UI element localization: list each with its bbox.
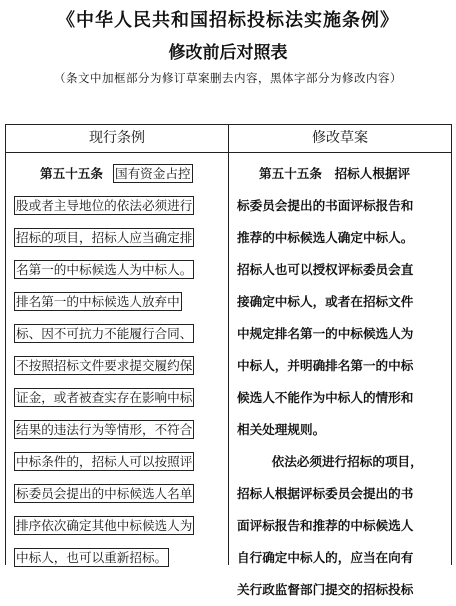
current-line — [6, 446, 228, 478]
draft-line: 面评标报告和推荐的中标候选人 — [237, 518, 414, 533]
deleted-text: 国有资金占控 — [114, 166, 191, 181]
current-column — [6, 125, 229, 565]
document-subtitle: 修改前后对照表 — [168, 43, 288, 63]
current-line — [6, 318, 228, 350]
article-number: 第五十五条 — [40, 166, 103, 181]
draft-line: 关行政监督部门提交的招标投标 — [237, 582, 414, 597]
current-line — [6, 222, 228, 254]
deleted-text: 招标的项目，招标人应当确定排 — [16, 230, 193, 245]
deleted-text: 股或者主导地位的依法必须进行 — [16, 198, 193, 213]
current-line — [6, 542, 228, 574]
current-line — [6, 414, 228, 446]
draft-line: 推荐的中标候选人确定中标人。 — [237, 230, 414, 245]
current-line — [6, 510, 228, 542]
current-column-header: 现行条例 — [6, 125, 228, 153]
draft-line: 相关处理规则。 — [237, 422, 326, 437]
draft-line: 自行确定中标人的，应当在向有 — [237, 550, 414, 565]
deleted-text: 中标人，也可以重新招标。 — [16, 550, 168, 565]
deleted-text: 排名第一的中标候选人放弃中 — [16, 294, 180, 309]
draft-line: 第五十五条 招标人根据评 — [259, 166, 411, 181]
deleted-text: 名第一的中标候选人为中标人。 — [16, 262, 193, 277]
draft-line: 标委员会提出的书面评标报告和 — [237, 198, 414, 213]
current-line — [6, 158, 228, 190]
current-line — [6, 478, 228, 510]
current-text — [6, 158, 228, 574]
current-line — [6, 350, 228, 382]
document-note: （条文中加框部分为修订草案删去内容，黑体字部分为修改内容） — [54, 71, 402, 85]
deleted-text: 标委员会提出的中标候选人名单 — [16, 486, 193, 501]
draft-line: 接确定中标人，或者在招标文件 — [237, 294, 414, 309]
deleted-text: 标、因不可抗力不能履行合同、 — [16, 326, 193, 341]
current-line — [6, 190, 228, 222]
deleted-text: 结果的违法行为等情形，不符合 — [16, 422, 193, 437]
draft-line: 招标人根据评标委员会提出的书 — [237, 486, 414, 501]
comparison-table — [5, 124, 452, 597]
draft-line: 中规定排名第一的中标候选人为 — [237, 326, 414, 341]
deleted-text: 证金，或者被查实存在影响中标 — [16, 390, 193, 405]
current-line — [6, 286, 228, 318]
document-title: 《中华人民共和国招标投标法实施条例》 — [57, 10, 399, 31]
deleted-text: 中标条件的，招标人可以按照评 — [16, 454, 193, 469]
current-line — [6, 254, 228, 286]
draft-line: 中标人，并明确排名第一的中标 — [237, 358, 414, 373]
draft-line: 依法必须进行招标的项目， — [259, 454, 423, 469]
current-line — [6, 382, 228, 414]
draft-line: 招标人也可以授权评标委员会直 — [237, 262, 414, 277]
draft-text — [229, 158, 451, 606]
deleted-text: 不按照招标文件要求提交履约保 — [16, 358, 193, 373]
draft-column-header: 修改草案 — [229, 125, 451, 153]
draft-line: 候选人不能作为中标人的情形和 — [237, 390, 414, 405]
deleted-text: 排序依次确定其他中标候选人为 — [16, 518, 193, 533]
draft-column — [229, 125, 452, 597]
